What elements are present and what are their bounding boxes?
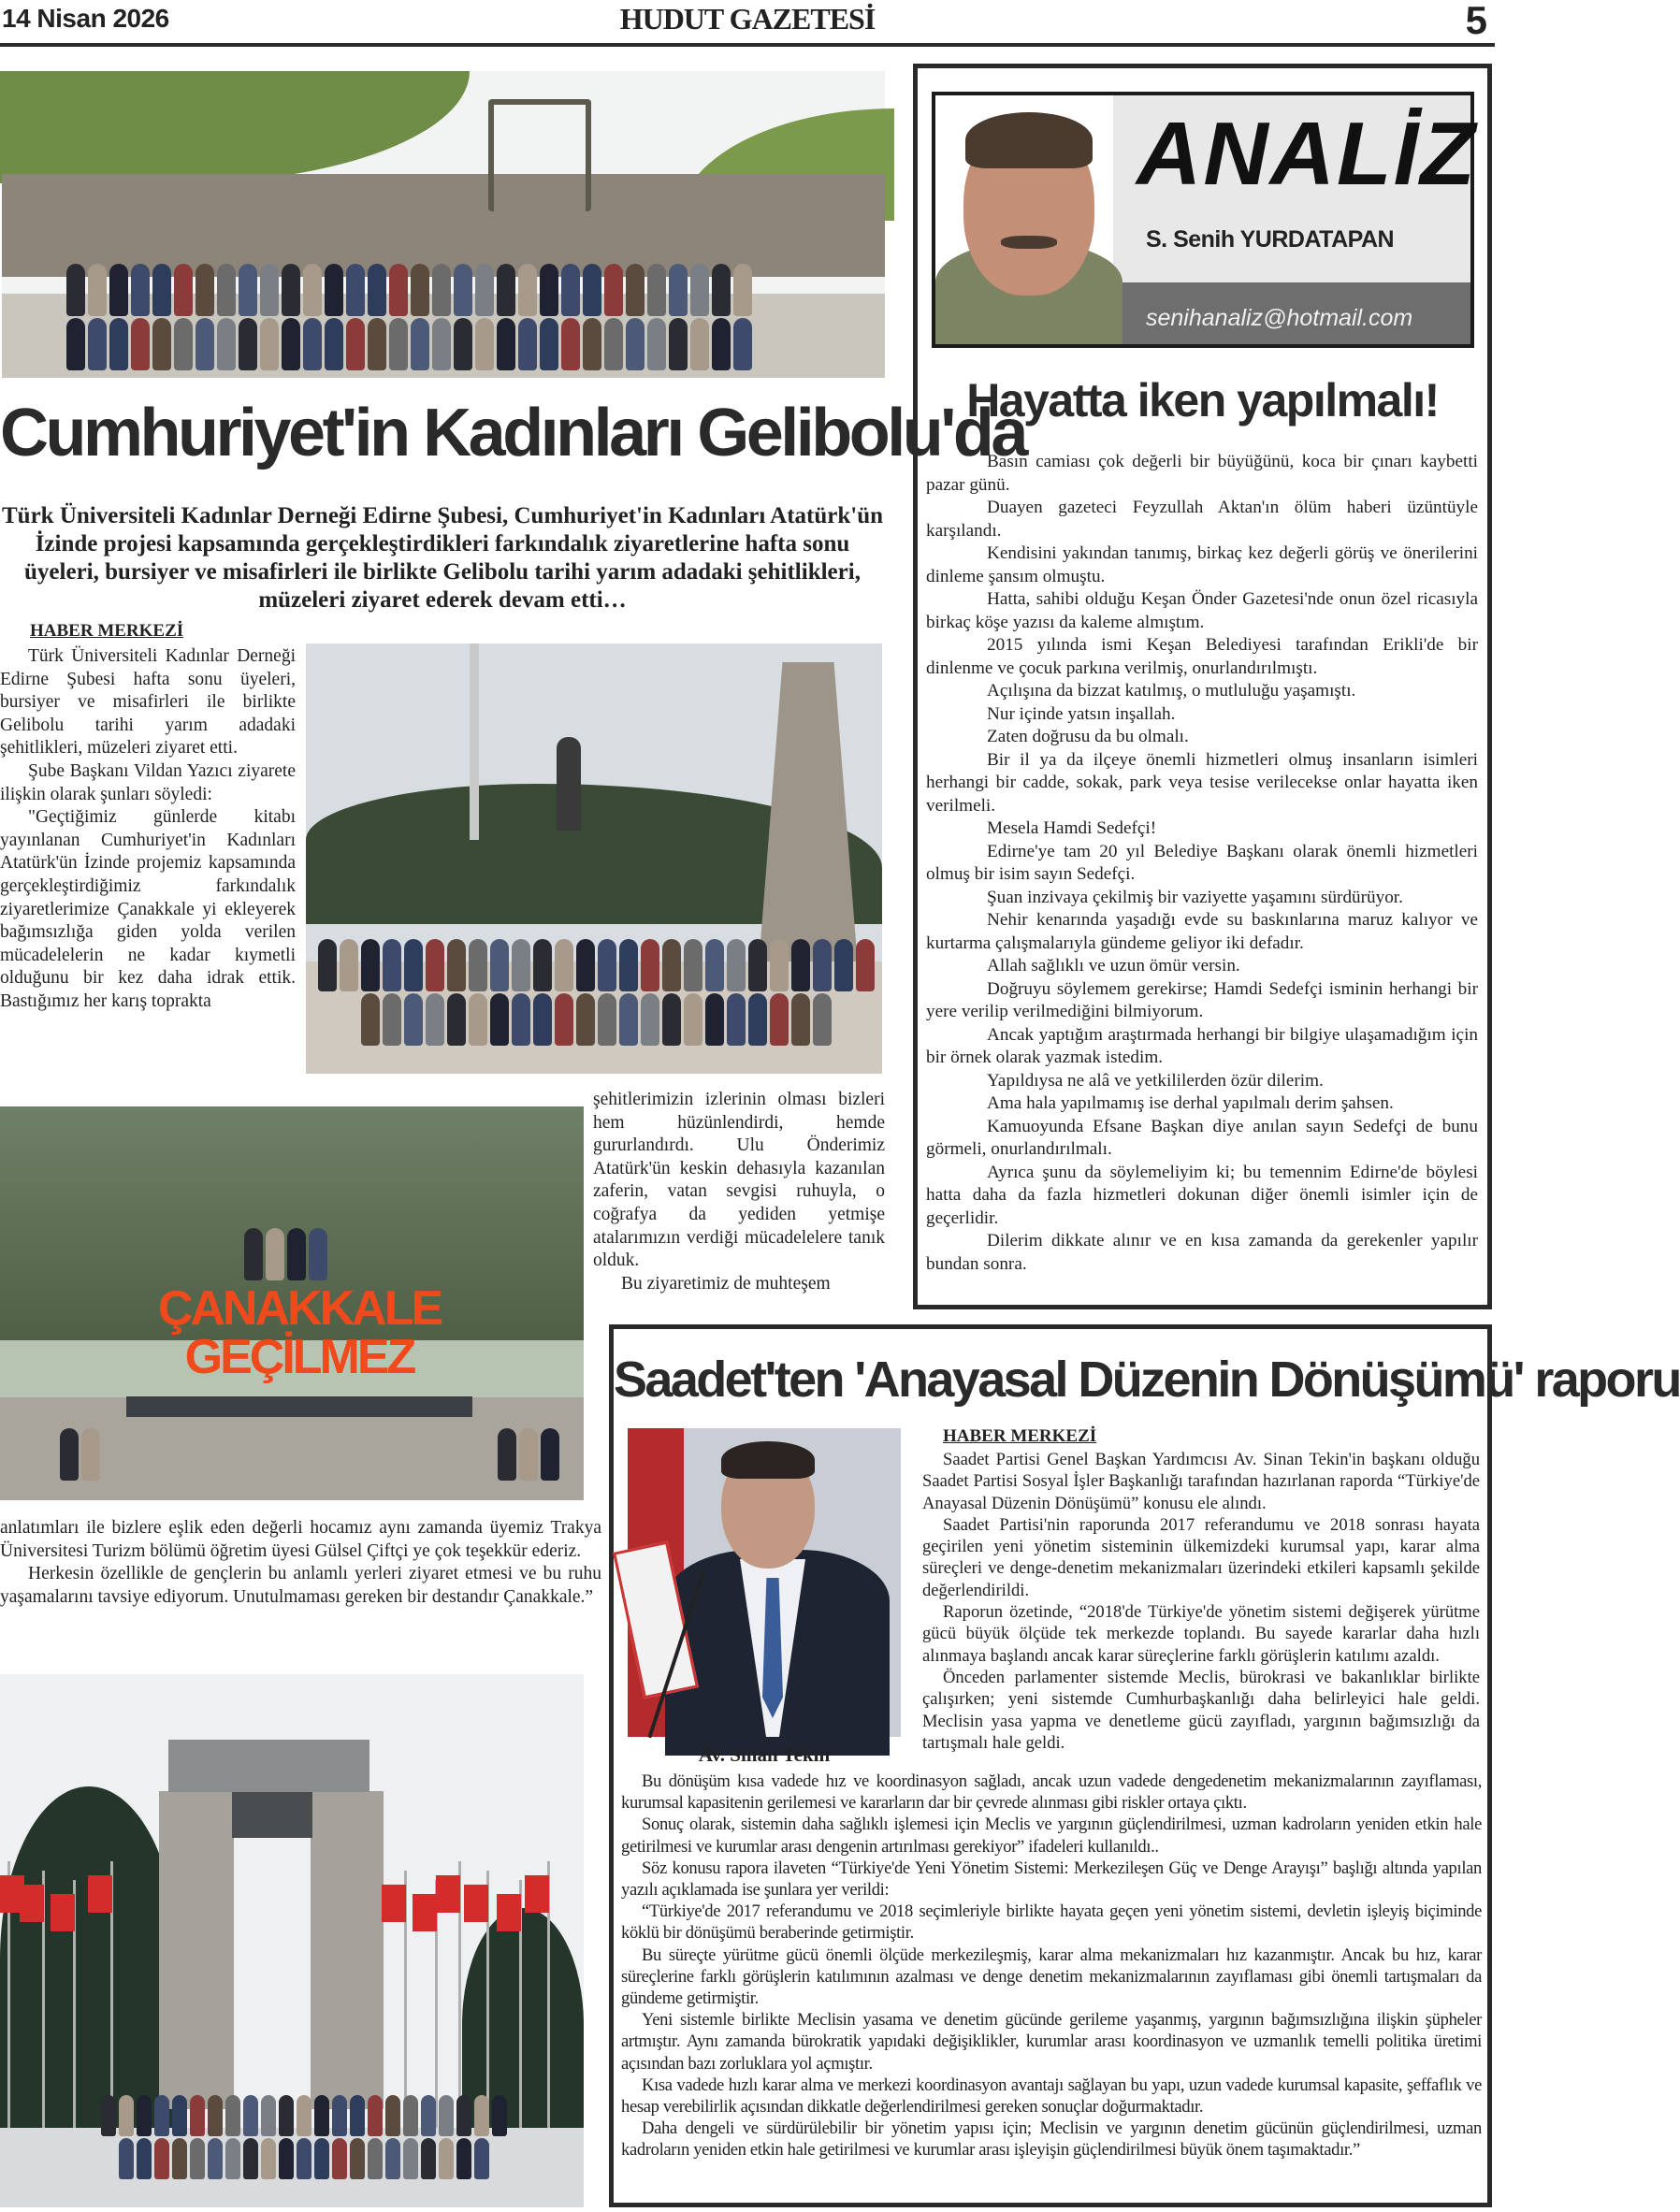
person-figure <box>389 264 408 316</box>
person-figure <box>314 2138 329 2179</box>
person-figure <box>385 2095 400 2136</box>
person-figure <box>454 264 472 316</box>
person-figure <box>439 2095 454 2136</box>
person-figure <box>690 264 709 316</box>
person-figure <box>540 264 558 316</box>
newspaper-name: HUDUT GAZETESİ <box>619 2 876 36</box>
paragraph: Bir il ya da ilçeye önemli hizmetleri olmuş insanların isimleri herhangi bir cadde, sokak, park veya tesise verilecekse onlar hayatta iken verilmeli. <box>926 749 1478 816</box>
person-figure <box>469 939 487 991</box>
memorial-monument <box>168 1740 369 1792</box>
person-figure <box>314 2095 329 2136</box>
paragraph: Türk Üniversiteli Kadınlar Derneği Edirne Şubesi hafta sonu üyeleri, bursiyer ve misafirleri ile birlikte Gelibolu tarihi yarım adadaki şehitlikleri, müzeleri ziyaret etti. <box>0 646 296 759</box>
lead-paragraph: Türk Üniversiteli Kadınlar Derneği Edirne Şubesi, Cumhuriyet'in Kadınları Atatürk'ün İzinde projesi kapsamında gerçekleştirdikleri farkındalık ziyaretlerine hafta sonu üyeleri, bursiyer ve misafirleri ile birlikte Gelibolu tarihi yarım adadaki şehitlikleri, müzeleri ziyaret ederek devam etti… <box>1 503 884 613</box>
paragraph: Basın camiası çok değerli bir büyüğünü, koca bir çınarı kaybetti pazar günü. <box>926 452 1478 495</box>
person-figure <box>533 939 552 991</box>
person-figure <box>368 2095 383 2136</box>
author-portrait <box>935 95 1122 344</box>
person-figure <box>432 264 451 316</box>
person-figure <box>260 264 279 316</box>
paragraph: Zaten doğrusu da bu olmalı. <box>987 727 1189 746</box>
paragraph: Kısa vadede hızlı karar alma ve merkezi koordinasyon avantajı sağlayan bu yapı, uzun vadede kurumsal kapasite, şeffaflık ve hesap verebilirlik açısından dikkatle değerlendirilmesi gereken sonuçlar doğurmaktadır. <box>621 2075 1482 2118</box>
person-figure <box>208 2095 223 2136</box>
issue-date: 14 Nisan 2026 <box>2 4 169 33</box>
person-figure <box>518 318 537 370</box>
person-figure <box>490 993 509 1046</box>
turkish-flag <box>464 1885 488 1922</box>
page-number: 5 <box>1465 0 1487 42</box>
body-column-1 <box>0 645 296 1014</box>
body-column <box>922 1449 1480 1754</box>
person-figure <box>497 318 515 370</box>
person-figure <box>626 264 644 316</box>
person-figure <box>834 939 853 991</box>
person-figure <box>690 318 709 370</box>
person-figure <box>260 318 279 370</box>
person-figure <box>684 993 702 1046</box>
paragraph: Saadet Partisi Genel Başkan Yardımcısı Av. Sinan Tekin'in başkanı olduğu Saadet Partisi Sosyal İşler Başkanlığı tarafından hazırlanan raporda “Türkiye'de Anayasal Düzenin Dönüşümü” konusu ele alındı. <box>922 1450 1480 1513</box>
person-figure <box>196 264 214 316</box>
person-figure <box>225 2095 240 2136</box>
person-figure <box>604 264 623 316</box>
person-figure <box>109 264 128 316</box>
person-figure <box>137 2138 152 2179</box>
person-figure <box>411 264 429 316</box>
person-figure <box>474 2138 489 2179</box>
paragraph: Yeni sistemle birlikte Meclisin yasama ve denetim gücünde gerileme yaşanmış, yargının bağımsızlığına ilişkin şüpheler artmıştır. Aynı zamanda bürokratik yapıdaki değişiklikler, kurumlar arası koordinasyon ve uzmanlık temelli politika üretimi açısından bazı zorluklara yol açmıştır. <box>621 2010 1482 2074</box>
monument-pillar <box>159 1791 234 2109</box>
person-figure <box>261 2095 276 2136</box>
paragraph: Şube Başkanı Vildan Yazıcı ziyarete ilişkin olarak şunları söyledi: <box>0 760 296 804</box>
person-figure <box>174 264 193 316</box>
paragraph: anlatımları ile bizlere eşlik eden değerli hocamız aynı zamanda üyemiz Trakya Üniversitesi Turizm bölümü öğretim üyesi Gülsel Çiftçi ye çok teşekkür ederiz. <box>0 1518 601 1561</box>
turkish-flag <box>20 1885 44 1922</box>
person-figure <box>190 2138 205 2179</box>
person-figure <box>350 2138 365 2179</box>
person-figure <box>361 939 380 991</box>
person-figure <box>217 318 236 370</box>
person-figure <box>208 2138 223 2179</box>
person-figure <box>598 939 616 991</box>
person-figure <box>279 2138 294 2179</box>
person-figure <box>813 939 832 991</box>
person-figure <box>101 2095 116 2136</box>
person-figure <box>705 993 724 1046</box>
person-figure <box>669 264 688 316</box>
paragraph: şehitlerimizin izlerinin olması bizleri hem hüzünlendirdi, hemde gururlandırdı. Ulu Önderimiz Atatürk'ün keskin dehasıyla kazanılan zaferin, vatan sevgisi ruhuyla, o coğrafya da yediden yetmişe atalarımızın verdiği mücadelelere tanık olduk. <box>593 1090 885 1271</box>
sign-line: ÇANAKKALE <box>157 1281 442 1336</box>
person-figure <box>66 264 85 316</box>
person-figure <box>350 2095 365 2136</box>
person-figure <box>325 264 343 316</box>
person-figure <box>555 939 573 991</box>
article-saadet <box>609 1324 1680 2207</box>
person-figure <box>239 264 257 316</box>
person-figure <box>733 264 752 316</box>
person-figure <box>733 318 752 370</box>
person-figure <box>454 318 472 370</box>
person-figure <box>856 939 875 991</box>
paragraph: Ayrıca şunu da söylemeliyim ki; bu temennim Edirne'de böylesi hatta daha da fazla hizmetleri dokunan diğer önemli isimler için de geçerlidir. <box>926 1162 1478 1228</box>
person-figure <box>81 1428 100 1481</box>
person-figure <box>576 939 595 991</box>
person-figure <box>540 318 558 370</box>
paragraph: “Türkiye'de 2017 referandumu ve 2018 seçimleriyle birlikte hayata geçen yeni yönetim sistemi, devletin işleyiş biçiminde köklü bir dönüşümü beraberinde getirmiştir. <box>621 1901 1482 1944</box>
person-figure <box>426 993 444 1046</box>
paragraph: 2015 yılında ismi Keşan Belediyesi tarafından Erikli'de bir dinlenme ve çocuk parkına verilmiş, onurlandırılmıştı. <box>926 635 1478 678</box>
person-figure <box>583 264 601 316</box>
person-figure <box>490 939 509 991</box>
turkish-flag <box>497 1894 521 1931</box>
crowd <box>477 1322 580 1481</box>
paragraph: Allah sağlıklı ve uzun ömür versin. <box>987 956 1240 976</box>
author-name: S. Senih YURDATAPAN <box>1146 226 1395 253</box>
person-figure <box>712 318 731 370</box>
paragraph: Yapıldıysa ne alâ ve yetkililerden özür dilerim. <box>987 1070 1324 1091</box>
photo-group-obelisk <box>306 643 882 1074</box>
paragraph: Saadet Partisi'nin raporunda 2017 referandumu ve 2018 sonrası hayata geçirilen yeni yönetim sisteminin ülkemizdeki kurumsal yapı, karar alma süreçleri ve denge-denetim mekanizmaları üzerindeki etkileri kapsamlı şekilde değerlendirildi. <box>922 1514 1480 1600</box>
person-figure <box>421 2138 436 2179</box>
column-name: ANALİZ <box>1137 104 1477 204</box>
masthead-rule <box>0 43 1495 47</box>
person-figure <box>332 2138 347 2179</box>
person-figure <box>109 318 128 370</box>
crowd <box>215 1219 355 1280</box>
paragraph: Duayen gazeteci Feyzullah Aktan'ın ölüm haberi üzüntüyle karşılandı. <box>926 498 1478 541</box>
person-figure <box>598 993 616 1046</box>
person-figure <box>88 264 107 316</box>
person-figure <box>243 2138 258 2179</box>
person-figure <box>383 993 401 1046</box>
paragraph: Edirne'ye tam 20 yıl Belediye Başkanı olarak önemli hizmetleri olmuş bir isim sayın Sedefçi. <box>926 841 1478 884</box>
person-figure <box>705 939 724 991</box>
photo-sinan-tekin <box>628 1428 901 1737</box>
paragraph: Raporun özetinde, “2018'de Türkiye'de yönetim sistemi değişerek yürütme gücü büyük ölçüde tek merkezde toplandı. Bu sayede kararlar daha hızlı alınmaya başlandı ancak karar süreçlerine farklı görüşlerin katılımı azaldı. <box>922 1602 1480 1666</box>
person-figure <box>154 2138 169 2179</box>
person-figure <box>385 2138 400 2179</box>
person-figure <box>66 318 85 370</box>
person-figure <box>641 993 659 1046</box>
masthead <box>0 0 1495 47</box>
monument-lintel <box>232 1791 312 1838</box>
person-figure <box>368 318 386 370</box>
turkish-flag <box>51 1894 75 1931</box>
paragraph: Kendisini yakından tanımış, birkaç kez değerli görüş ve önerilerini dinleme şansım olmuştu. <box>926 543 1478 586</box>
person-figure <box>555 993 573 1046</box>
paragraph: Bu ziyaretimiz de muhteşem <box>621 1273 831 1294</box>
person-figure <box>318 939 337 991</box>
person-figure <box>137 2095 152 2136</box>
byline: HABER MERKEZİ <box>30 621 184 641</box>
person-figure <box>172 2095 187 2136</box>
person-figure <box>512 993 530 1046</box>
person-figure <box>791 993 810 1046</box>
person-figure <box>421 2095 436 2136</box>
person-figure <box>770 939 789 991</box>
person-figure <box>647 318 666 370</box>
person-figure <box>583 318 601 370</box>
crowd <box>37 1322 122 1481</box>
person-figure <box>119 2138 134 2179</box>
paragraph: Şuan inzivaya çekilmiş bir vaziyette yaşamını sürdürüyor. <box>987 887 1403 907</box>
person-figure <box>266 1228 284 1280</box>
person-figure <box>340 939 358 991</box>
hill <box>0 71 470 183</box>
person-figure <box>152 318 171 370</box>
person-figure <box>389 318 408 370</box>
person-figure <box>576 993 595 1046</box>
person-figure <box>403 2095 418 2136</box>
person-figure <box>748 993 767 1046</box>
person-figure <box>469 993 487 1046</box>
person-figure <box>309 1228 327 1280</box>
person-figure <box>498 1428 516 1481</box>
person-figure <box>243 2095 258 2136</box>
paragraph: Hatta, sahibi olduğu Keşan Önder Gazetesi'nde onun özel ricasıyla birkaç köşe yazısı da kaleme almıştım. <box>926 589 1478 632</box>
person-figure <box>403 2138 418 2179</box>
person-figure <box>332 2095 347 2136</box>
paragraph: Mesela Hamdi Sedefçi! <box>987 818 1157 838</box>
person-figure <box>748 939 767 991</box>
person-figure <box>88 318 107 370</box>
paragraph: Ancak yaptığım araştırmada herhangi bir bilgiye ulaşamadığım için bir örnek olarak yazmak istedim. <box>926 1024 1478 1067</box>
person-figure <box>282 318 300 370</box>
person-figure <box>174 318 193 370</box>
crowd <box>58 183 760 370</box>
person-figure <box>647 264 666 316</box>
person-figure <box>619 939 638 991</box>
person-figure <box>813 993 832 1046</box>
person-figure <box>712 264 731 316</box>
turkish-flag <box>413 1894 437 1931</box>
body-column-2 <box>593 1089 885 1295</box>
person-figure <box>492 2095 507 2136</box>
person-figure <box>447 993 466 1046</box>
person-figure <box>196 318 214 370</box>
person-figure <box>474 2095 489 2136</box>
column-body <box>926 451 1478 1276</box>
turkish-flag <box>525 1875 549 1913</box>
person-figure <box>346 318 365 370</box>
crowd <box>315 831 876 1046</box>
person-figure <box>361 993 380 1046</box>
person-figure <box>303 264 322 316</box>
column-banner <box>932 92 1477 348</box>
person-figure <box>475 264 494 316</box>
paragraph: Bu dönüşüm kısa vadede hız ve koordinasyon sağladı, ancak uzun vadede dengedenetim mekanizmalarının zayıflaması, kurumsal kapasitenin gerilemesi ve kararların dar bir çevrede alınması gibi riskler ortaya çıktı. <box>621 1771 1482 1814</box>
person-figure <box>626 318 644 370</box>
person-figure <box>190 2095 205 2136</box>
person-figure <box>297 2095 311 2136</box>
person-figure <box>684 939 702 991</box>
person-figure <box>368 264 386 316</box>
person-figure <box>131 264 150 316</box>
turkish-flag <box>382 1885 406 1922</box>
person-figure <box>727 993 746 1046</box>
person-figure <box>475 318 494 370</box>
person-figure <box>456 2095 471 2136</box>
paragraph: Nur içinde yatsın inşallah. <box>987 703 1176 724</box>
statue <box>557 737 581 831</box>
person-figure <box>770 993 789 1046</box>
person-figure <box>447 939 466 991</box>
person-figure <box>561 264 580 316</box>
person-figure <box>519 1428 538 1481</box>
paragraph: Bu süreçte yürütme gücü önemli ölçüde merkezileşmiş, karar alma mekanizmaları hız kazanmıştır. Ancak bu hız, karar süreçlerine farklı görüşlerin katılımının azalması ve denge denetim mekanizmalarının zayıflaması gibi önemli tartışmaları da gündeme getirmiştir. <box>621 1945 1482 2009</box>
paragraph: Açılışına da bizzat katılmış, o mutluluğu yaşamıştı. <box>987 681 1356 701</box>
paragraph: Sonuç olarak, sistemin daha sağlıklı işlemesi için Meclis ve yargının güçlendirilmesi, uzman kadroların yeniden etkin hale getirilmesi ve kurumlar arası dengenin artırılması gerekiyor” ifadeleri kullanıldı.. <box>621 1814 1482 1857</box>
person-figure <box>217 264 236 316</box>
person-figure <box>604 318 623 370</box>
person-figure <box>225 2138 240 2179</box>
flagpole <box>470 643 479 840</box>
headline: Saadet'ten 'Anayasal Düzenin Dönüşümü' raporu <box>614 1352 1680 1408</box>
person-figure <box>287 1228 306 1280</box>
headline: Cumhuriyet'in Kadınları Gelibolu'da <box>0 396 1025 470</box>
person-figure <box>641 939 659 991</box>
sign-line: GEÇİLMEZ <box>184 1330 414 1384</box>
photo-group-fort <box>2 71 885 378</box>
body-continued <box>621 1771 1482 2161</box>
person-figure <box>426 939 444 991</box>
person-figure <box>261 2138 276 2179</box>
person-figure <box>152 264 171 316</box>
paragraph: Nehir kenarında yaşadığı evde su baskınlarına maruz kalıyor ve kurtarma çalışmalarıyla gündeme geliyor iki defadır. <box>926 910 1478 953</box>
person-figure <box>172 2138 187 2179</box>
person-figure <box>303 318 322 370</box>
person-figure <box>512 939 530 991</box>
paragraph: Önceden parlamenter sistemde Meclis, bürokrasi ve bakanlıklar birlikte çalışırken; yeni sistemde Cumhurbaşkanlığı daha belirleyici hale geldi. Meclisin yasa yapma ve denetleme gücü zayıfladı, yargının bağımsızlığı da tartışmalı hale geldi. <box>922 1667 1480 1753</box>
person-figure <box>119 2095 134 2136</box>
sign-base <box>126 1396 472 1417</box>
paragraph: "Geçtiğimiz günlerde kitabı yayınlanan Cumhuriyet'in Kadınları Atatürk'ün İzinde projemiz kapsamında gerçekleştirdiğimiz farkındalık ziyaretlerimize Çanakkale yi ekleyerek bağımsızlığa giden yolda verilen mücadelelerin ne kadar kıymetli olduğunu bir kez daha idrak ettik. Bastığımız her karış toprakta <box>0 807 296 1011</box>
person-figure <box>518 264 537 316</box>
photo-group-canakkale-sign <box>0 1106 584 1500</box>
person-figure <box>456 2138 471 2179</box>
person-figure <box>404 993 423 1046</box>
person-figure <box>411 318 429 370</box>
person-figure <box>131 318 150 370</box>
paragraph: Dilerim dikkate alınır ve en kısa zamanda da gerekenler yapılır bundan sonra. <box>926 1231 1478 1274</box>
paragraph: Doğruyu söylemem gerekirse; Hamdi Sedefçi isminin herhangi bir yere verilip verilmediğini bilmiyorum. <box>926 978 1478 1021</box>
turkish-flag <box>436 1875 460 1913</box>
person-figure <box>383 939 401 991</box>
person-figure <box>60 1428 79 1481</box>
person-figure <box>239 318 257 370</box>
photo-caption: Av. Sinan Tekin <box>698 1743 831 1766</box>
person-figure <box>791 939 810 991</box>
paragraph: Daha dengeli ve sürdürülebilir bir yönetim yapısı için; Meclisin ve yargının denetim gücünün güçlendirilmesi, uzman kadroların yeniden etkin hale getirilmesi ve kurumlar arası işleyişin güçlendirilmesi büyük önem taşımaktadır.” <box>621 2118 1482 2161</box>
column-title: Hayatta iken yapılmalı! <box>966 374 1439 426</box>
person-figure <box>325 318 343 370</box>
person-figure <box>662 993 681 1046</box>
person-figure <box>619 993 638 1046</box>
crowd <box>94 2067 514 2179</box>
person-figure <box>282 264 300 316</box>
person-figure <box>662 939 681 991</box>
paragraph: Herkesin özellikle de gençlerin bu anlamlı yerleri ziyaret etmesi ve bu ruhu yaşamalarını tavsiye ediyorum. Unutulmaması gereken bir destandır Çanakkale.” <box>0 1564 601 1607</box>
person-figure <box>154 2095 169 2136</box>
person-figure <box>368 2138 383 2179</box>
person-figure <box>439 2138 454 2179</box>
paragraph: Söz konusu rapora ilaveten “Türkiye'de Yeni Yönetim Sistemi: Merkezileşen Güç ve Denge Arayışı” başlığı altında yapılan yazılı açıklamada ise şunlara yer verildi: <box>621 1858 1482 1901</box>
paragraph: Kamuoyunda Efsane Başkan diye anılan sayın Sedefçi de bunu görmeli, onurlandırılmalı. <box>926 1116 1478 1159</box>
person-figure <box>727 939 746 991</box>
person-figure <box>279 2095 294 2136</box>
author-email[interactable]: senihanaliz@hotmail.com <box>1146 305 1413 331</box>
paragraph: Ama hala yapılmamış ise derhal yapılmalı derim şahsen. <box>987 1093 1394 1113</box>
person-figure <box>244 1228 263 1280</box>
person-figure <box>346 264 365 316</box>
turkish-flag <box>88 1875 112 1913</box>
person-figure <box>561 318 580 370</box>
column-analiz <box>913 64 1492 1309</box>
person-figure <box>297 2138 311 2179</box>
monument-pillar <box>311 1791 384 2109</box>
person-figure <box>533 993 552 1046</box>
byline: HABER MERKEZİ <box>943 1426 1097 1446</box>
canakkale-sign <box>126 1281 472 1384</box>
person-figure <box>404 939 423 991</box>
person-figure <box>669 318 688 370</box>
photo-group-martyrs-memorial <box>0 1674 584 2207</box>
person-figure <box>541 1428 559 1481</box>
person-figure <box>497 264 515 316</box>
body-continued <box>0 1517 601 1609</box>
person-figure <box>432 318 451 370</box>
